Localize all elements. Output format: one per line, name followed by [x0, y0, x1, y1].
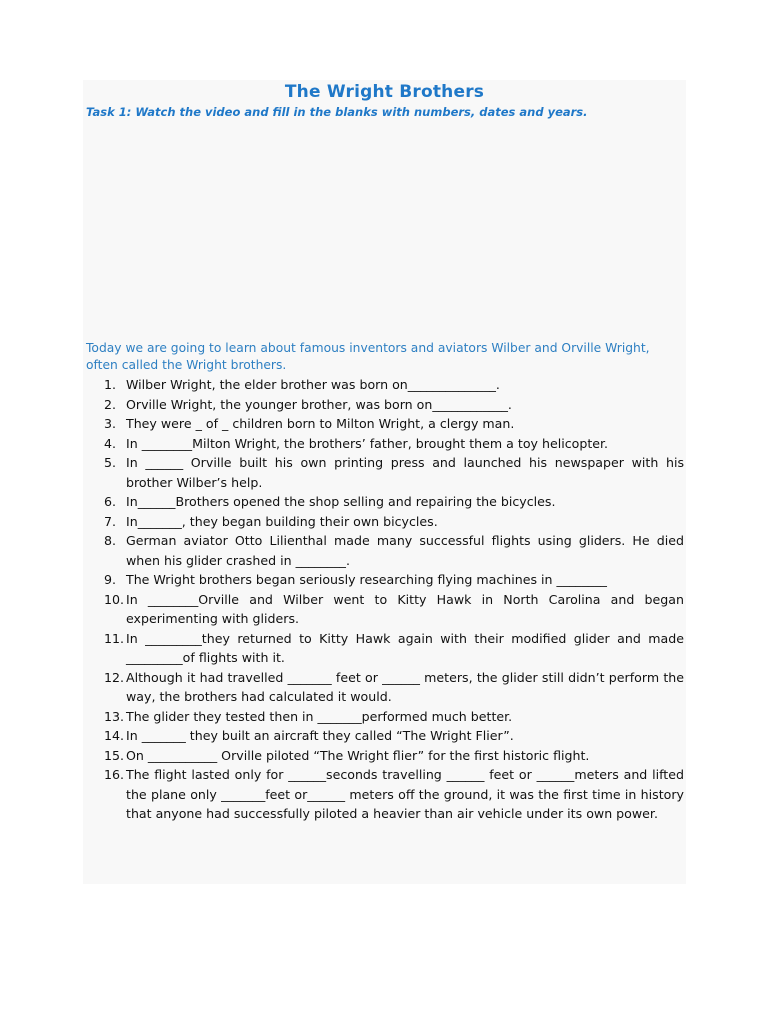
video-placeholder	[86, 128, 682, 334]
item-number: 3.	[104, 416, 117, 431]
list-item	[86, 668, 684, 707]
list-item	[86, 765, 684, 824]
list-item	[86, 570, 684, 590]
list-item	[86, 414, 684, 434]
list-item	[86, 434, 684, 454]
list-item	[86, 707, 684, 727]
item-text: In ________Milton Wright, the brothers’ father, brought them a toy helicopter.	[126, 435, 609, 451]
question-list	[86, 375, 684, 824]
list-item	[86, 531, 684, 570]
item-text: In ________Orville and Wilber went to Kitty Hawk in North Carolina and began experimenting with gliders.	[126, 591, 684, 626]
item-number: 13.	[104, 708, 125, 724]
item-number: 12.	[104, 669, 125, 685]
list-item	[86, 726, 684, 746]
item-number: 10.	[104, 591, 125, 607]
list-item	[86, 512, 684, 532]
item-number: 1.	[104, 377, 117, 392]
item-text: In _________they returned to Kitty Hawk again with their modified glider and made _________of flights with it.	[126, 630, 684, 665]
item-text: Orville Wright, the younger brother, was born on____________.	[126, 396, 512, 412]
item-text: In_______, they began building their own bicycles.	[126, 513, 438, 529]
item-number: 4.	[104, 435, 117, 451]
item-number: 9.	[104, 572, 117, 587]
item-number: 7.	[104, 513, 117, 529]
item-number: 6.	[104, 494, 117, 509]
item-text: The glider they tested then in _______performed much better.	[126, 708, 513, 724]
item-number: 14.	[104, 728, 125, 743]
item-number: 2.	[104, 396, 117, 412]
item-text: Wilber Wright, the elder brother was born on______________.	[126, 377, 500, 392]
item-text: In _______ they built an aircraft they called “The Wright Flier”.	[126, 728, 514, 743]
item-number: 16.	[104, 767, 125, 782]
item-text: They were _ of _ children born to Milton Wright, a clergy man.	[126, 416, 515, 431]
list-item	[86, 746, 684, 766]
item-text: Although it had travelled _______ feet or ______ meters, the glider still didn’t perform the way, the brothers had calculated it would.	[126, 669, 684, 704]
list-item	[86, 453, 684, 492]
item-text: In ______ Orville built his own printing press and launched his newspaper with his brother Wilber’s help.	[126, 455, 684, 490]
item-number: 15.	[104, 747, 125, 763]
item-text: German aviator Otto Lilienthal made many successful flights using gliders. He died when his glider crashed in ________.	[126, 533, 684, 568]
item-number: 5.	[104, 455, 117, 470]
list-item	[86, 375, 684, 395]
item-text: The Wright brothers began seriously researching flying machines in ________	[126, 572, 607, 587]
item-text: On ___________ Orville piloted “The Wright flier” for the first historic flight.	[126, 747, 590, 763]
item-text: The flight lasted only for ______seconds travelling ______ feet or ______meters and lifted the plane only _______feet or______ meters off the ground, it was the first time in history that anyone had successfully piloted a heavier than air vehicle under its own power.	[126, 767, 684, 821]
list-item	[86, 395, 684, 415]
list-item	[86, 492, 684, 512]
item-number: 8.	[104, 533, 117, 548]
list-item	[86, 590, 684, 629]
page-title: The Wright Brothers	[284, 82, 485, 102]
intro-paragraph: Today we are going to learn about famous inventors and aviators Wilber and Orville Wright, often called the Wright brothers.	[86, 341, 650, 372]
item-number: 11.	[104, 630, 125, 646]
item-text: In______Brothers opened the shop selling and repairing the bicycles.	[126, 494, 556, 509]
list-item	[86, 629, 684, 668]
task-instruction: Task 1: Watch the video and fill in the blanks with numbers, dates and years.	[86, 105, 588, 119]
